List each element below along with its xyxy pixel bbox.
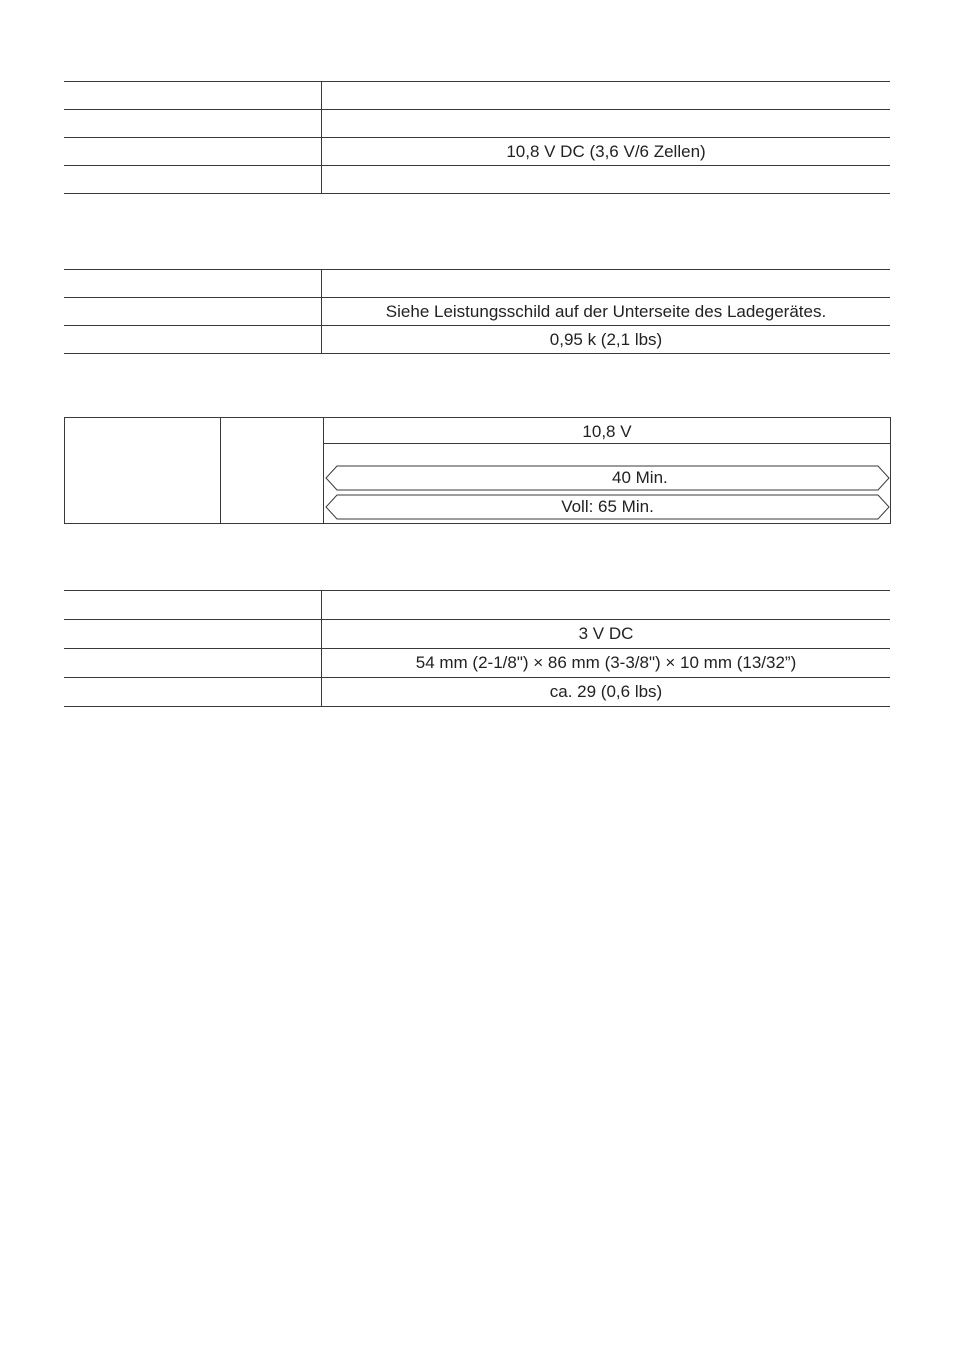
table-row xyxy=(64,620,890,649)
double-arrow-icon xyxy=(325,465,890,491)
table-row xyxy=(64,649,890,678)
charging-time-table xyxy=(64,417,891,524)
spec-label xyxy=(64,166,322,194)
spec-label xyxy=(64,298,322,326)
battery-type-cell xyxy=(65,418,221,523)
spec-value xyxy=(322,110,891,138)
spec-label xyxy=(64,138,322,166)
table-row xyxy=(64,591,890,620)
spec-value xyxy=(322,591,891,620)
spec-value xyxy=(322,270,891,298)
weight-value: 0,95 k (2,1 lbs) xyxy=(322,326,891,354)
table-row xyxy=(64,298,890,326)
table-row xyxy=(64,326,890,354)
charger-spec-table xyxy=(64,269,890,354)
spec-label xyxy=(64,591,322,620)
quick-charge-time: 40 Min. xyxy=(612,468,668,487)
spec-value xyxy=(322,82,891,110)
spec-label xyxy=(64,678,322,707)
rating-value: Siehe Leistungsschild auf der Unterseite des Ladegerätes. xyxy=(322,298,891,326)
spec-label xyxy=(64,620,322,649)
table-row xyxy=(64,138,890,166)
full-charge-time: Voll: 65 Min. xyxy=(561,497,654,516)
spec-label xyxy=(64,649,322,678)
table-row xyxy=(64,270,890,298)
spec-value xyxy=(322,166,891,194)
dimensions-value: 54 mm (2-1/8") × 86 mm (3-3/8") × 10 mm (13/32”) xyxy=(322,649,891,678)
table-row xyxy=(64,166,890,194)
spec-label xyxy=(64,110,322,138)
full-charge-arrow xyxy=(325,494,890,520)
table-row xyxy=(64,82,890,110)
quick-charge-arrow xyxy=(325,465,890,491)
table-row xyxy=(64,678,890,707)
battery-model-cell xyxy=(221,418,324,523)
battery-pack-spec-table xyxy=(64,81,890,194)
weight-value: ca. 29 (0,6 lbs) xyxy=(322,678,891,707)
voltage-header: 10,8 V xyxy=(324,418,890,444)
spec-label xyxy=(64,82,322,110)
spec-label xyxy=(64,326,322,354)
laser-spec-table xyxy=(64,590,890,707)
table-row xyxy=(64,110,890,138)
spec-label xyxy=(64,270,322,298)
voltage-value: 10,8 V DC (3,6 V/6 Zellen) xyxy=(322,138,891,166)
power-value: 3 V DC xyxy=(322,620,891,649)
